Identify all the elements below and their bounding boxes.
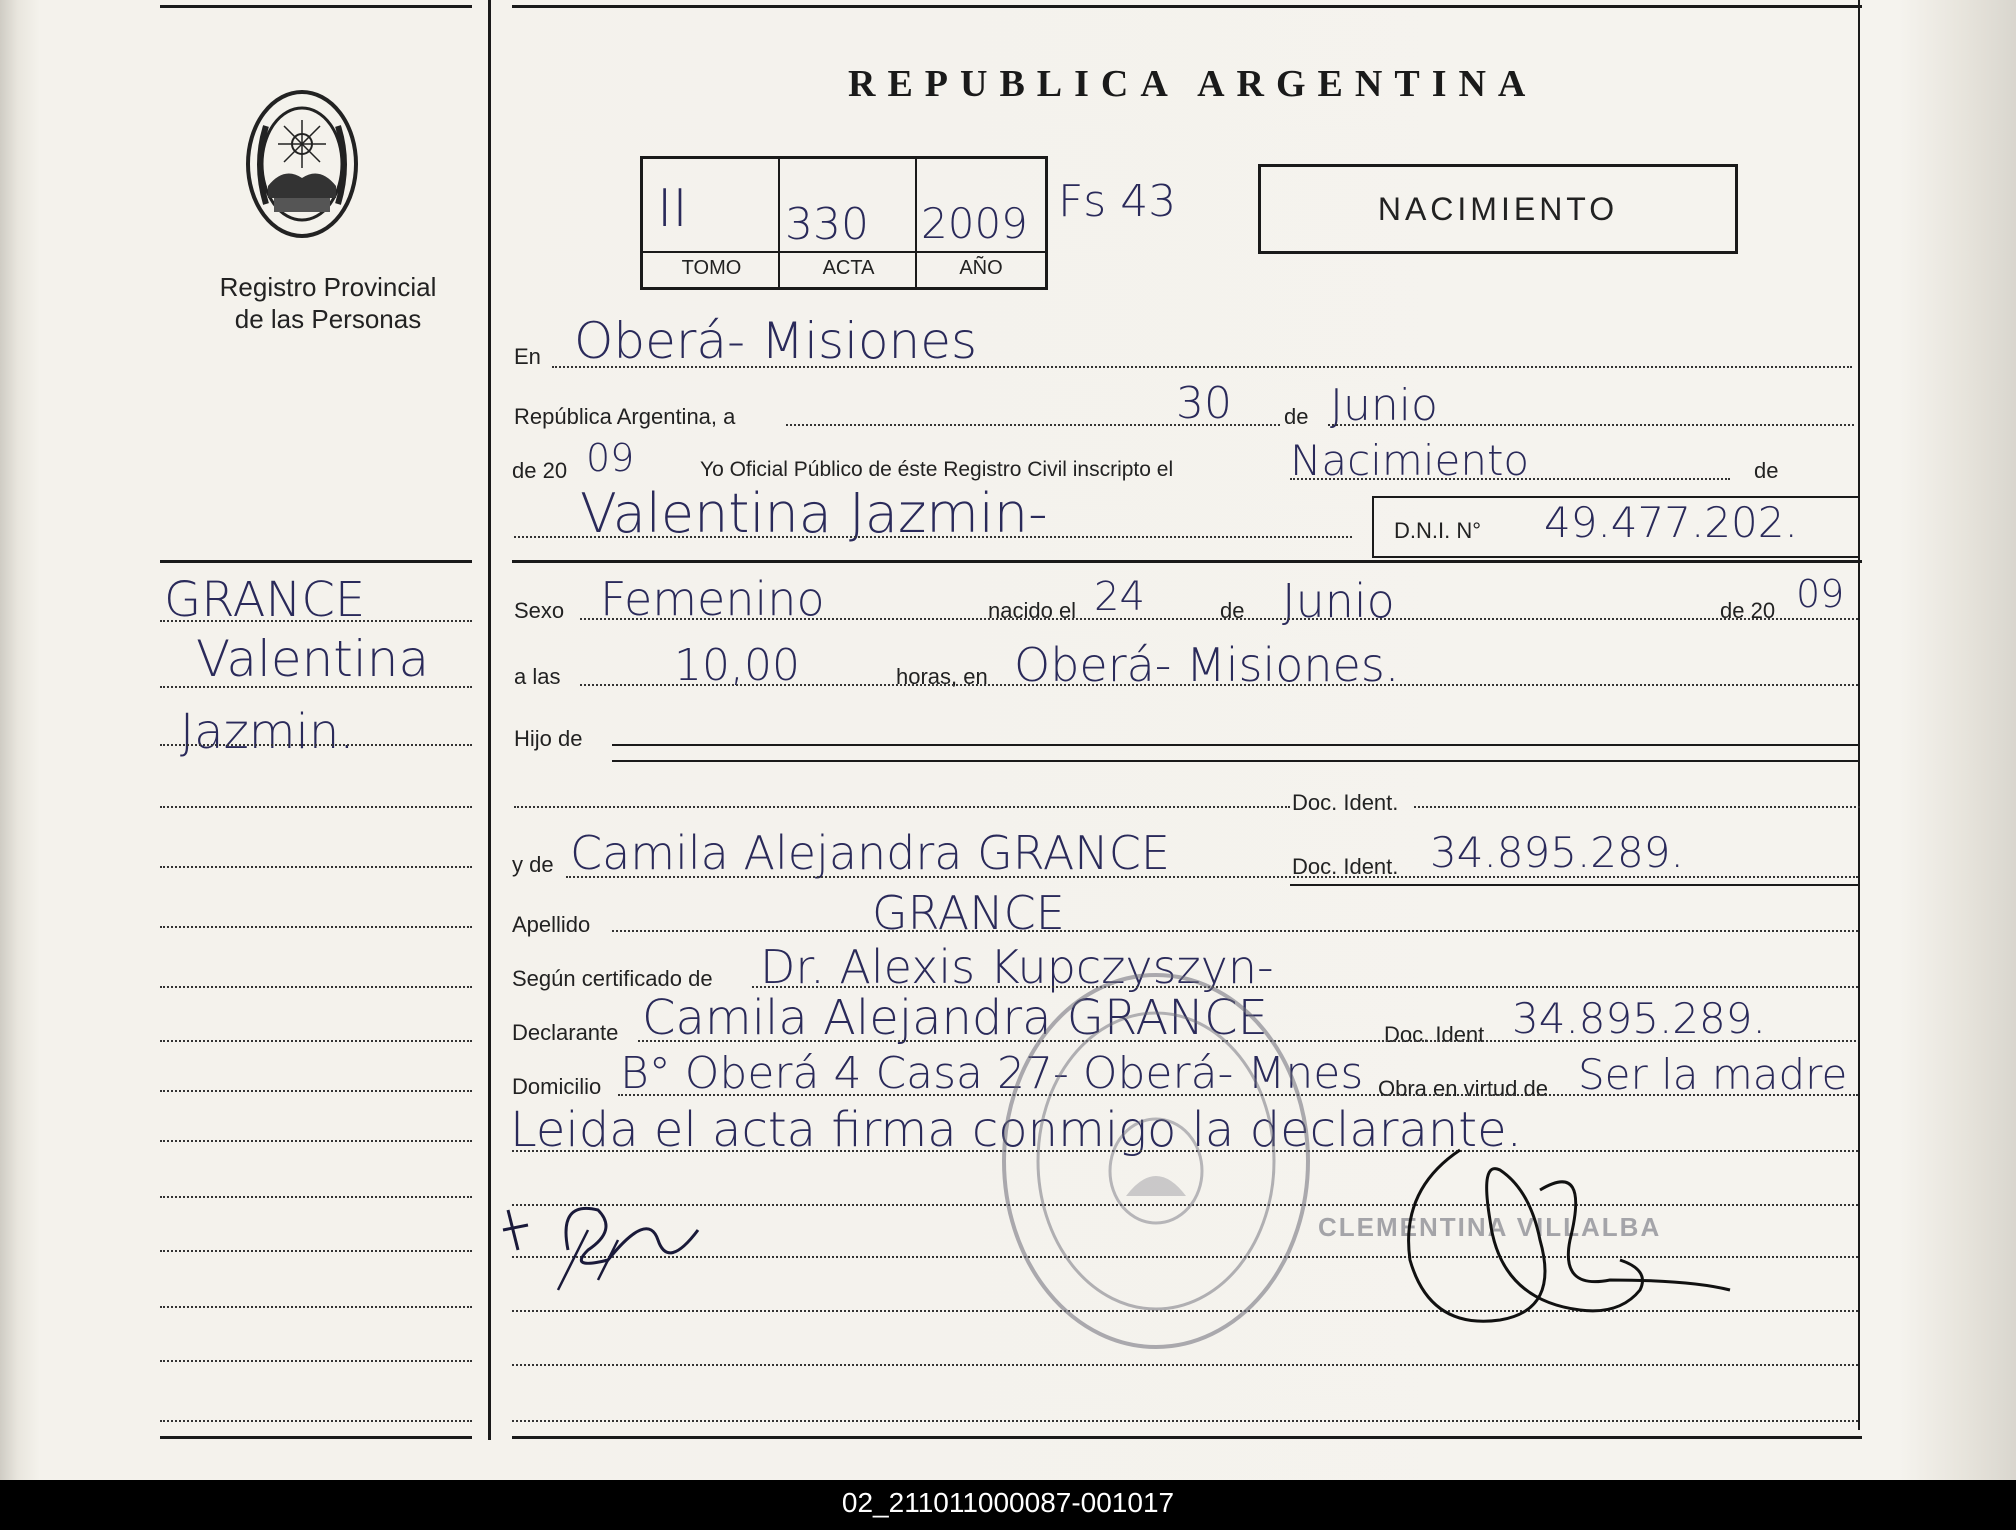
birth-day: 24 (1094, 574, 1145, 620)
section-rule (512, 560, 1862, 563)
month-value: Junio (1330, 380, 1438, 431)
doctor-value: Dr. Alexis Kupczyszyn- (760, 940, 1274, 994)
de-label-3: de (1220, 598, 1245, 623)
doc-ident-label-2: Doc. Ident. (1292, 854, 1399, 879)
registry-name-line1: Registro Provincial (219, 272, 437, 302)
hijo-line-2 (612, 760, 1860, 762)
segun-label: Según certificado de (512, 966, 713, 991)
form-line (1328, 424, 1854, 426)
margin-line (160, 1196, 472, 1198)
registry-name-line2: de las Personas (234, 304, 422, 334)
oficial-label: Yo Oficial Público de éste Registro Civil inscripto el (700, 458, 1174, 481)
margin-line (160, 806, 472, 808)
de20-label: de 20 (512, 458, 568, 483)
margin-line (160, 1420, 472, 1422)
mother-name: Camila Alejandra GRANCE (570, 826, 1170, 880)
form-line (1414, 806, 1860, 808)
margin-line (160, 744, 472, 746)
footer-id: 02_211011000087-001017 (841, 1487, 1175, 1518)
form-line (566, 876, 1858, 878)
right-border (1858, 0, 1860, 1430)
hijo-label: Hijo de (514, 726, 583, 751)
margin-rule (160, 560, 472, 563)
inscribed-value: Nacimiento (1290, 436, 1530, 485)
declarante-label: Declarante (512, 1020, 619, 1045)
apellido-label: Apellido (512, 912, 591, 937)
margin-line (160, 1140, 472, 1142)
form-line (552, 366, 1852, 368)
closing-text: Leida el acta firma conmigo la declarante. (510, 1102, 1522, 1158)
birth-place: Oberá- Misiones. (1014, 638, 1400, 692)
mother-doc-rule (1290, 884, 1858, 886)
form-line (514, 536, 1352, 538)
margin-line (160, 620, 472, 622)
obra-label: Obra en virtud de (1378, 1076, 1548, 1101)
acta-label: ACTA (822, 257, 875, 279)
dni-value: 49.477.202. (1544, 498, 1798, 547)
margin-first-name: Valentina (196, 630, 430, 688)
form-line (580, 684, 1858, 686)
margin-surname: GRANCE (164, 572, 366, 628)
year-suffix: 09 (586, 436, 635, 480)
record-type: NACIMIENTO (1377, 191, 1619, 227)
domicilio-value: B° Oberá 4 Casa 27- Oberá- Mnes (620, 1048, 1364, 1099)
official-stamp-name: CLEMENTINA VILLALBA (1318, 1212, 1662, 1242)
de20-label-2: de 20 (1720, 598, 1776, 623)
nacido-label: nacido el (988, 598, 1077, 623)
margin-line (160, 686, 472, 688)
child-name: Valentina Jazmin- (580, 482, 1048, 545)
margin-line (160, 986, 472, 988)
doc-ident-label-3: Doc. Ident (1384, 1022, 1485, 1047)
record-number-box (640, 156, 1048, 290)
declarant-signature (498, 1190, 728, 1300)
margin-line (160, 1306, 472, 1308)
en-label: En (514, 344, 541, 369)
registry-stamp (996, 966, 1316, 1356)
republica-label: República Argentina, a (514, 404, 736, 429)
margin-line (160, 1090, 472, 1092)
sexo-value: Femenino (600, 572, 825, 626)
column-divider (488, 0, 491, 1440)
province-seal-icon (244, 86, 360, 242)
form-line (514, 806, 1290, 808)
apellido-value: GRANCE (872, 886, 1065, 940)
top-rule-right (512, 5, 1862, 8)
tomo-label: TOMO (681, 257, 742, 279)
alas-label: a las (514, 664, 561, 689)
yde-label: y de (512, 852, 554, 877)
margin-second-name: Jazmin. (180, 704, 355, 760)
folio-number: Fs 43 (1058, 176, 1177, 227)
top-rule-left (160, 5, 472, 8)
dni-label: D.N.I. N° (1394, 518, 1482, 543)
bottom-rule-left (160, 1436, 472, 1439)
margin-line (160, 926, 472, 928)
birth-year-suffix: 09 (1796, 572, 1845, 616)
ano-value: 2009 (921, 199, 1028, 248)
doc-ident-label-1: Doc. Ident. (1292, 790, 1399, 815)
horas-label: horas, en (896, 664, 988, 689)
mother-doc: 34.895.289. (1430, 828, 1684, 877)
ano-label: AÑO (959, 257, 1003, 279)
de-label-2: de (1754, 458, 1779, 483)
dni-box (1372, 496, 1860, 558)
form-line (580, 618, 1858, 620)
official-signature (1390, 1130, 1750, 1340)
tomo-value: II (657, 179, 688, 239)
hijo-line (612, 744, 1860, 746)
margin-line (160, 866, 472, 868)
de-label: de (1284, 404, 1309, 429)
form-line (512, 1420, 1858, 1422)
form-line (512, 1364, 1858, 1366)
form-line (786, 424, 1280, 426)
hour-value: 10,00 (674, 640, 800, 691)
day-value: 30 (1176, 378, 1232, 429)
margin-line (160, 1250, 472, 1252)
obra-value: Ser la madre (1578, 1050, 1848, 1099)
declarante-value: Camila Alejandra GRANCE (642, 990, 1268, 1046)
form-line (612, 930, 1858, 932)
acta-value: 330 (785, 199, 869, 250)
sexo-label: Sexo (514, 598, 565, 623)
margin-line (160, 1040, 472, 1042)
country-title: REPUBLICA ARGENTINA (848, 63, 1538, 105)
form-line (1290, 478, 1730, 480)
declarante-doc: 34.895.289. (1512, 994, 1766, 1043)
birth-month: Junio (1282, 574, 1395, 628)
place-value: Oberá- Misiones (574, 312, 978, 370)
domicilio-label: Domicilio (512, 1074, 602, 1099)
record-type-box (1258, 164, 1738, 254)
margin-line (160, 1360, 472, 1362)
bottom-rule-right (512, 1436, 1862, 1439)
